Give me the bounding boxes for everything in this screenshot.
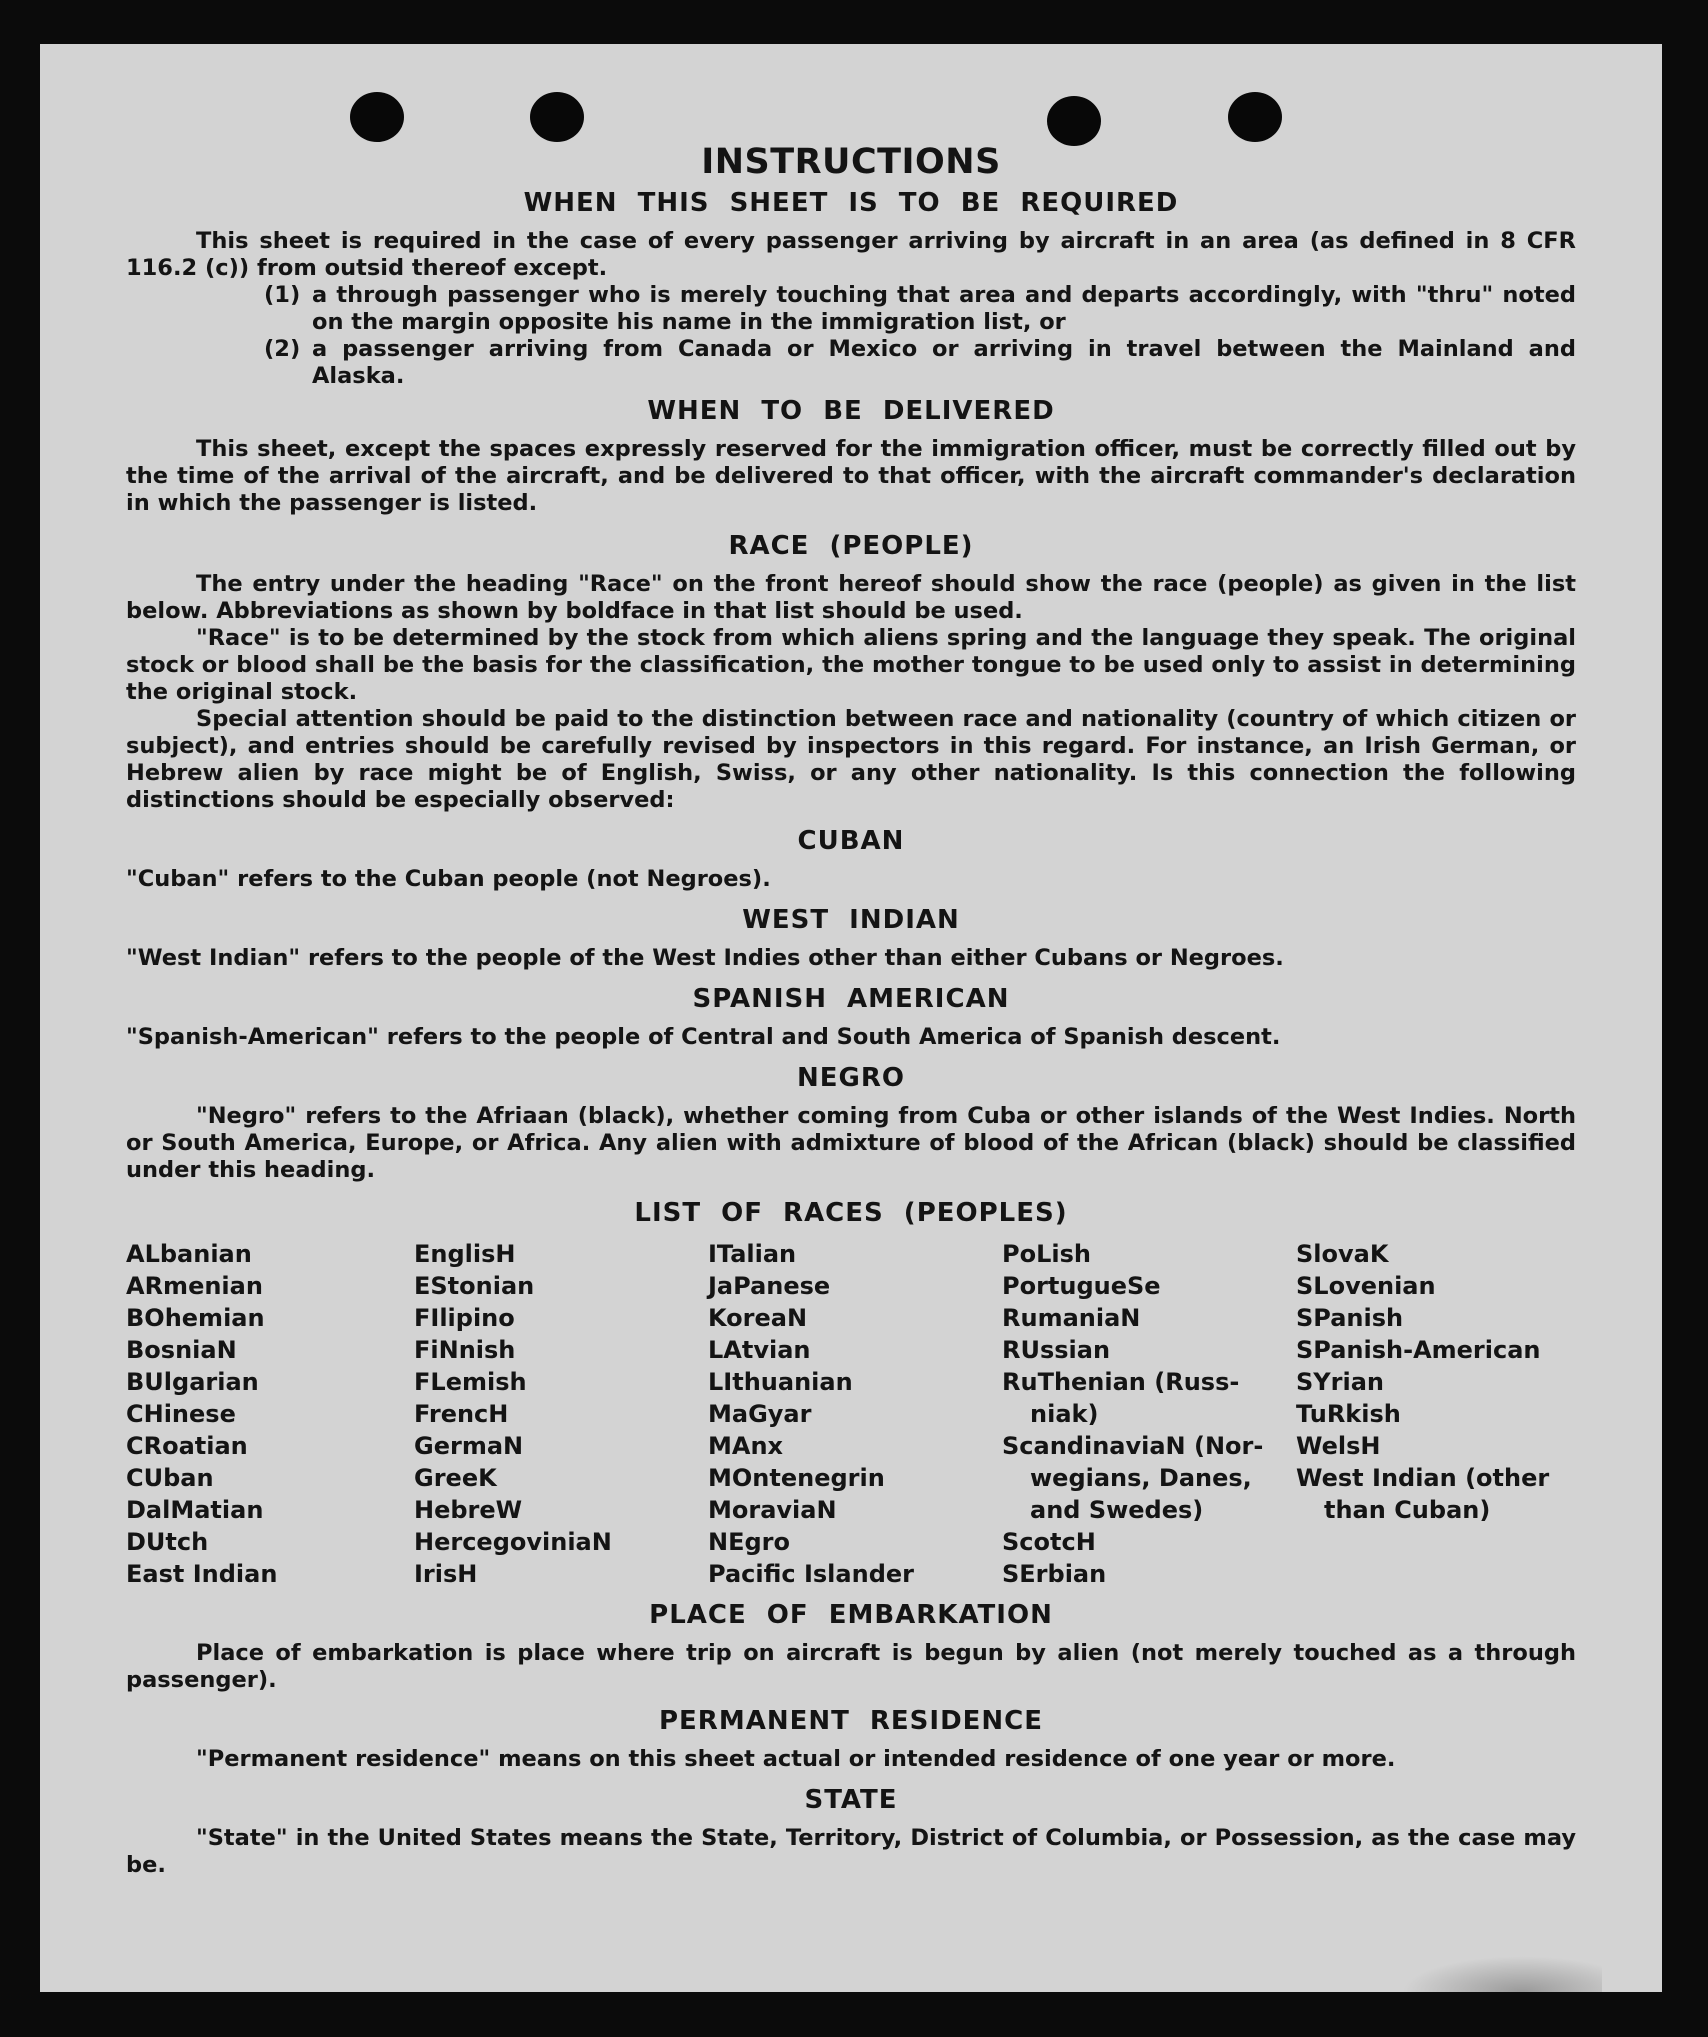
- race-paragraph: The entry under the heading "Race" on the front hereof should show the race (people) as given in the list below. Abbreviations as shown by boldface in that list should be used.: [126, 571, 1576, 624]
- exception-text: a through passenger who is merely touching that area and departs accordingly, with "thru" noted on the margin opposite his name in the immigration list, or: [312, 282, 1576, 335]
- race-entry: SErbian: [1002, 1560, 1107, 1588]
- race-entry: DalMatian: [126, 1496, 264, 1524]
- race-entry: BUlgarian: [126, 1368, 259, 1396]
- race-entry: RumaniaN: [1002, 1304, 1141, 1332]
- race-entry: BosniaN: [126, 1336, 237, 1364]
- punch-hole: [1228, 92, 1282, 142]
- required-intro: This sheet is required in the case of every passenger arriving by aircraft in an area (as defined in 8 CFR 116.2 (c)) from outsid thereof except.: [126, 228, 1576, 281]
- heading-west-indian: WEST INDIAN: [742, 905, 960, 935]
- west-indian-text: "West Indian" refers to the people of the West Indies other than either Cubans or Negroes.: [126, 945, 1284, 971]
- punch-hole: [530, 92, 584, 142]
- race-entry: ALbanian: [126, 1240, 252, 1268]
- race-entry: KoreaN: [708, 1304, 808, 1332]
- heading-embarkation: PLACE OF EMBARKATION: [649, 1600, 1053, 1630]
- state-text: "State" in the United States means the State, Territory, District of Columbia, or Possession, as the case may be.: [126, 1825, 1576, 1878]
- race-column: [414, 1238, 708, 1590]
- spanish-american-text: "Spanish-American" refers to the people of Central and South America of Spanish descent.: [126, 1024, 1281, 1050]
- exception-item: [264, 282, 1576, 336]
- race-entry: FIlipino: [414, 1304, 515, 1332]
- punch-hole: [1047, 96, 1101, 146]
- heading-delivered: WHEN TO BE DELIVERED: [647, 396, 1055, 426]
- race-entry: ScandinaviaN (Nor-: [1002, 1432, 1264, 1460]
- race-entry: GreeK: [414, 1464, 497, 1492]
- race-entry: NEgro: [708, 1528, 790, 1556]
- heading-list-of-races: LIST OF RACES (PEOPLES): [634, 1198, 1068, 1228]
- race-entry: FrencH: [414, 1400, 509, 1428]
- race-entry: and Swedes): [1030, 1496, 1204, 1524]
- race-entry: MOntenegrin: [708, 1464, 885, 1492]
- page-title: INSTRUCTIONS: [701, 142, 1001, 182]
- instructions-content: [126, 142, 1576, 1879]
- race-list: [126, 1238, 1576, 1590]
- race-entry: CRoatian: [126, 1432, 248, 1460]
- heading-cuban: CUBAN: [797, 826, 905, 856]
- race-entry: PortugueSe: [1002, 1272, 1161, 1300]
- race-entry: West Indian (other: [1296, 1464, 1550, 1492]
- race-entry: MoraviaN: [708, 1496, 837, 1524]
- race-entry: FiNnish: [414, 1336, 516, 1364]
- race-entry: JaPanese: [708, 1272, 831, 1300]
- race-paragraph: Special attention should be paid to the distinction between race and nationality (country of which citizen or subject), and entries should be carefully revised by inspectors in this regard. For instance, an Irish German, or Hebrew alien by race might be of English, Swiss, or any other nationality. Is this connection the following distinctions should be especially observed:: [126, 706, 1576, 813]
- race-entry: than Cuban): [1324, 1496, 1491, 1524]
- race-entry: HebreW: [414, 1496, 523, 1524]
- race-entry: CUban: [126, 1464, 214, 1492]
- race-entry: EnglisH: [414, 1240, 516, 1268]
- race-entry: TuRkish: [1296, 1400, 1401, 1428]
- race-entry: Pacific Islander: [708, 1560, 914, 1588]
- race-entry: LAtvian: [708, 1336, 811, 1364]
- race-entry: niak): [1030, 1400, 1099, 1428]
- cuban-text: "Cuban" refers to the Cuban people (not Negroes).: [126, 866, 771, 892]
- race-entry: RUssian: [1002, 1336, 1111, 1364]
- heading-negro: NEGRO: [797, 1063, 905, 1093]
- exception-item: [264, 336, 1576, 390]
- residence-text: "Permanent residence" means on this sheet actual or intended residence of one year or more.: [196, 1746, 1396, 1772]
- paper-smudge: [1402, 1956, 1602, 1992]
- exception-list: [264, 282, 1576, 390]
- race-entry: EStonian: [414, 1272, 535, 1300]
- race-column: [1296, 1238, 1576, 1590]
- embarkation-text: Place of embarkation is place where trip on aircraft is begun by alien (not merely touched as a through passenger).: [126, 1640, 1576, 1693]
- delivered-text: This sheet, except the spaces expressly reserved for the immigration officer, must be correctly filled out by the time of the arrival of the aircraft, and be delivered to that officer, with the aircraft commander's declaration in which the passenger is listed.: [126, 436, 1576, 516]
- race-entry: MaGyar: [708, 1400, 812, 1428]
- race-column: [126, 1238, 414, 1590]
- race-entry: MAnx: [708, 1432, 784, 1460]
- heading-required: WHEN THIS SHEET IS TO BE REQUIRED: [523, 188, 1179, 218]
- exception-number: (1): [264, 282, 301, 308]
- race-entry: BOhemian: [126, 1304, 265, 1332]
- race-entry: DUtch: [126, 1528, 209, 1556]
- race-entry: SlovaK: [1296, 1240, 1389, 1268]
- race-entry: HercegoviniaN: [414, 1528, 612, 1556]
- race-entry: SYrian: [1296, 1368, 1385, 1396]
- race-column: [708, 1238, 1002, 1590]
- race-entry: SLovenian: [1296, 1272, 1436, 1300]
- race-entry: CHinese: [126, 1400, 236, 1428]
- punch-hole: [350, 92, 404, 142]
- heading-race: RACE (PEOPLE): [728, 531, 974, 561]
- heading-state: STATE: [804, 1785, 898, 1815]
- race-entry: IrisH: [414, 1560, 478, 1588]
- race-entry: RuThenian (Russ-: [1002, 1368, 1240, 1396]
- race-paragraph: "Race" is to be determined by the stock from which aliens spring and the language they speak. The original stock or blood shall be the basis for the classification, the mother tongue to be used only to assist in determining the original stock.: [126, 625, 1576, 705]
- race-entry: SPanish: [1296, 1304, 1404, 1332]
- exception-text: a passenger arriving from Canada or Mexico or arriving in travel between the Mainland and Alaska.: [312, 336, 1576, 389]
- race-entry: LIthuanian: [708, 1368, 853, 1396]
- race-entry: WelsH: [1296, 1432, 1381, 1460]
- race-entry: wegians, Danes,: [1030, 1464, 1252, 1492]
- race-entry: ITalian: [708, 1240, 797, 1268]
- exception-number: (2): [264, 336, 301, 362]
- race-entry: ScotcH: [1002, 1528, 1096, 1556]
- negro-text: "Negro" refers to the Afriaan (black), whether coming from Cuba or other islands of the West Indies. North or South America, Europe, or Africa. Any alien with admixture of blood of the African (black) should be classified under this heading.: [126, 1103, 1576, 1183]
- race-entry: East Indian: [126, 1560, 278, 1588]
- race-entry: ARmenian: [126, 1272, 263, 1300]
- race-entry: FLemish: [414, 1368, 527, 1396]
- race-entry: GermaN: [414, 1432, 524, 1460]
- document-page: [40, 44, 1662, 1992]
- heading-residence: PERMANENT RESIDENCE: [658, 1706, 1044, 1736]
- heading-spanish-american: SPANISH AMERICAN: [692, 984, 1010, 1014]
- race-entry: SPanish-American: [1296, 1336, 1541, 1364]
- race-entry: PoLish: [1002, 1240, 1091, 1268]
- race-column: [1002, 1238, 1296, 1590]
